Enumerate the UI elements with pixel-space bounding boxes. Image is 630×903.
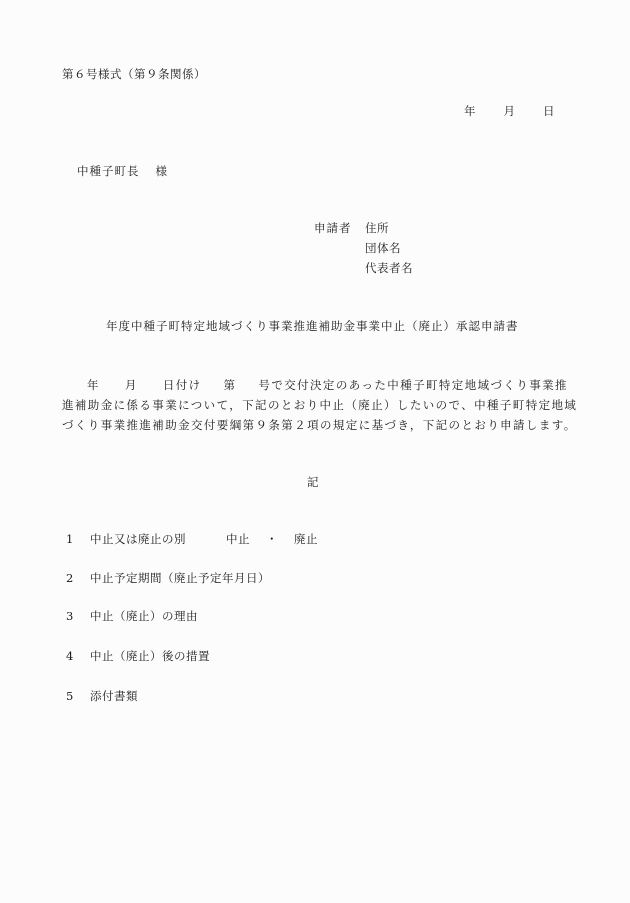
body-line-2: 進補助金に係る事業について，下記のとおり中止（廃止）したいので、中種子町特定地域 <box>62 398 578 412</box>
choice-separator: ・ <box>266 532 278 546</box>
applicant-label: 申請者 <box>314 221 352 235</box>
body-dai: 第 <box>223 378 237 392</box>
item-label: 添付書類 <box>90 689 138 703</box>
addressee-name: 中種子町長 <box>77 164 140 178</box>
body-year: 年 <box>87 378 100 392</box>
applicant-organization-label: 団体名 <box>365 241 401 255</box>
addressee <box>77 163 168 179</box>
item-label: 中止又は廃止の別 <box>90 532 186 546</box>
choice-suspend[interactable]: 中止 <box>226 532 250 546</box>
item-label: 中止（廃止）後の措置 <box>90 649 210 663</box>
item-label: 中止（廃止）の理由 <box>90 609 198 623</box>
item-label: 中止予定期間（廃止予定年月日） <box>90 571 270 585</box>
body-line-1-rest: 号で交付決定のあった中種子町特定地域づくり事業推 <box>258 378 568 392</box>
item-number: 1 <box>66 532 74 546</box>
date-year-label: 年 <box>464 104 476 118</box>
item-3 <box>66 608 198 624</box>
body-line-1 <box>62 375 572 395</box>
date-month-label: 月 <box>503 104 515 118</box>
body-month: 月 <box>124 378 138 392</box>
item-number: 2 <box>66 571 74 585</box>
ki-heading: 記 <box>307 475 319 489</box>
date-line <box>464 103 555 119</box>
choice-abolish[interactable]: 廃止 <box>294 532 318 546</box>
item-5 <box>66 688 138 704</box>
item-1 <box>66 531 318 547</box>
item-4 <box>66 648 210 664</box>
body-day-dated: 日付け <box>162 378 202 392</box>
item-number: 3 <box>66 609 74 623</box>
addressee-honorific: 様 <box>155 164 168 178</box>
item-number: 4 <box>66 649 74 663</box>
body-paragraph <box>62 375 578 435</box>
document-title: 年度中種子町特定地域づくり事業推進補助金事業中止（廃止）承認申請書 <box>106 319 519 333</box>
applicant-representative-label: 代表者名 <box>365 261 413 275</box>
item-2 <box>66 570 270 586</box>
body-line-3: づくり事業推進補助金交付要綱第９条第２項の規定に基づき，下記のとおり申請します。 <box>62 418 577 432</box>
applicant-address-label: 住所 <box>365 221 389 235</box>
date-day-label: 日 <box>543 104 555 118</box>
item-number: 5 <box>66 689 74 703</box>
form-number: 第６号様式（第９条関係） <box>62 67 206 81</box>
